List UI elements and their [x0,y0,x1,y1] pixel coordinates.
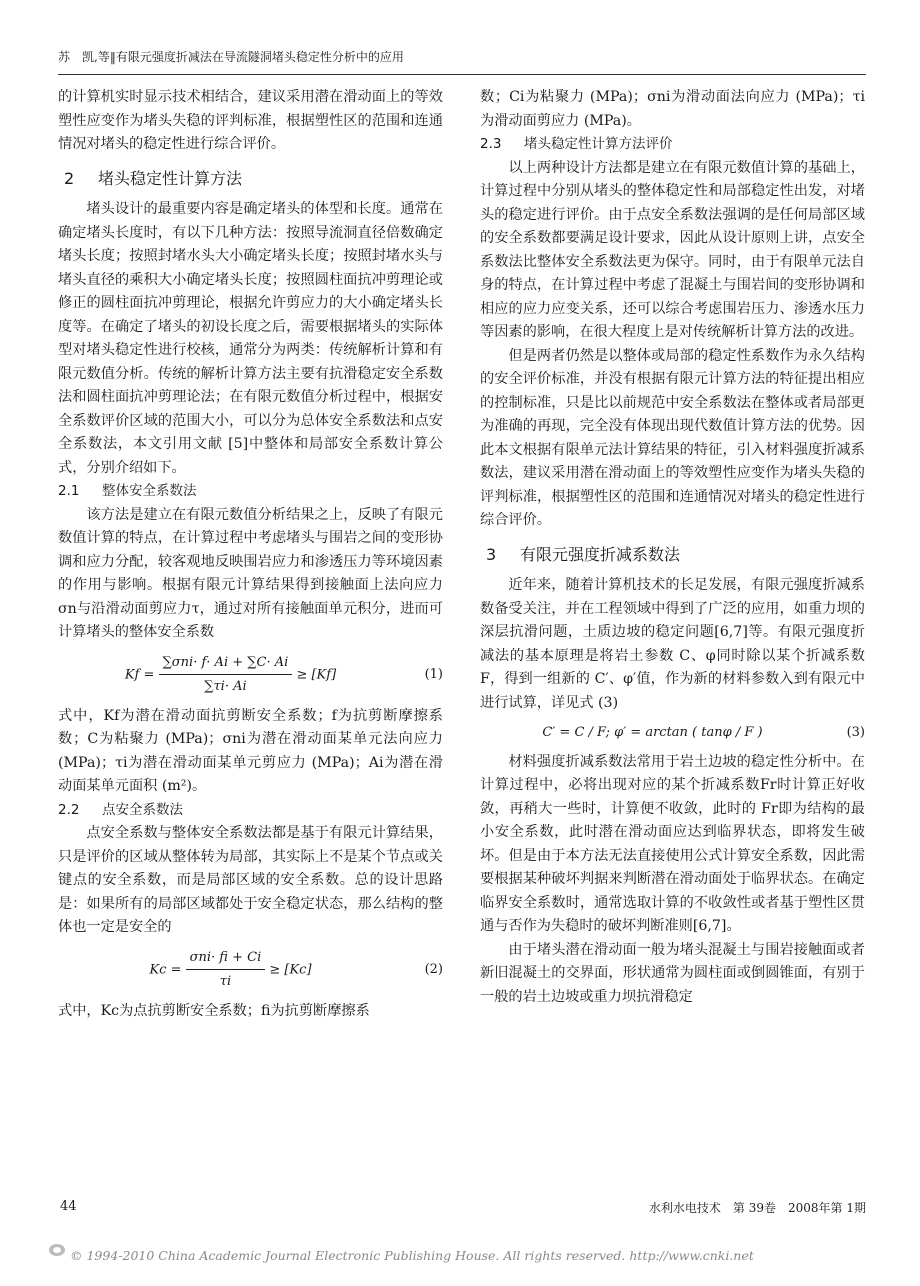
section-heading-3 [480,543,865,567]
paragraph: 式中，Kc为点抗剪断安全系数；fi为抗剪断摩擦系 [58,1002,370,1019]
subsection-title: 堵头稳定性计算方法评价 [524,136,673,152]
equation-fraction [159,651,293,699]
equation-body: C′ = C / F; φ′ = arctan ( tanφ / F ) [542,725,763,740]
copyright-notice: © 1994-2010 China Academic Journal Electronic Publishing House. All rights reserved. http://www.cnki.net [70,1248,754,1263]
subsection-number: 2.1 [58,483,80,499]
paragraph: 的计算机实时显示技术相结合，建议采用潜在滑动面上的等效塑性应变作为堵头失稳的评判标准，根据塑性区的范围和连通情况对堵头的稳定性进行综合评价。 [58,89,443,152]
paragraph: 数；Ci为粘聚力 (MPa)；σni为滑动面法向应力 (MPa)；τi为滑动面剪应力 (MPa)。 [480,89,865,129]
subsection-heading-2-3 [480,133,865,157]
equation-number: (2) [424,961,443,977]
journal-footer: 水利水电技术 第 39卷 2008年第 1期 [648,1201,866,1215]
paragraph: 该方法是建立在有限元数值分析结果之上，反映了有限元数值计算的特点，在计算过程中考虑堵头与围岩之间的变形协调和应力分配，较客观地反映围岩应力和渗透压力等环境因素的作用与影响。根据有限元计算结果得到接触面上法向应力σn与沿滑动面剪应力τ，通过对所有接触面单元积分，进而可计算堵头的整体安全系数 [58,506,443,640]
right-column [480,86,865,1009]
equation-denominator: ∑τi· Ai [204,679,247,694]
subsection-heading-2-2 [58,799,443,823]
paragraph: 式中，Kf为潜在滑动面抗剪断安全系数；f为抗剪断摩擦系数；C为粘聚力 (MPa)；σni为潜在滑动面某单元法向应力 (MPa)；τi为潜在滑动面某单元剪应力 (MPa)；Ai为潜在滑动面某单元面积 (m²)。 [58,707,443,794]
paragraph: 由于堵头潜在滑动面一般为堵头混凝土与围岩接触面或者新旧混凝土的交界面，形状通常为圆柱面或倒圆锥面，有别于一般的岩土边坡或重力坝抗滑稳定 [480,941,865,1005]
paragraph: 点安全系数与整体安全系数法都是基于有限元计算结果，只是评价的区域从整体转为局部，其实际上不是某个节点或关键点的安全系数，而是局部区域的安全系数。总的设计思路是：如果所有的局部区域都处于安全稳定状态，那么结构的整体也一定是安全的 [58,825,443,935]
section-heading-2 [58,167,443,191]
cnki-logo-icon [48,1242,66,1258]
equation-denominator: τi [219,974,232,989]
section-title: 有限元强度折减系数法 [520,544,681,564]
paragraph: 近年来，随着计算机技术的长足发展，有限元强度折减系数备受关注，并在工程领域中得到了广泛的应用，如重力坝的深层抗滑问题，土质边坡的稳定问题[6,7]等。有限元强度折减法的基本原理是将岩土参数 C、φ同时除以某个折减系数 F，得到一组新的 C′、φ′值，作为新的材料参数入到有限元中进行试算，详见式 (3) [480,577,865,711]
equation-3 [480,721,865,745]
section-number: 2 [64,168,75,188]
equation-rhs: ≥ [Kc] [269,962,312,977]
page-number: 44 [60,1199,77,1214]
equation-1 [58,651,443,699]
paragraph: 但是两者仍然是以整体或局部的稳定性系数作为永久结构的安全评价标准，并没有根据有限元计算方法的特征提出相应的控制标准，只是比以前规范中安全系数法在整体或者局部更为准确的再现，完全没有体现出现代数值计算方法的优势。因此本文根据有限单元法计算结果的特征，引入材料强度折减系数法，建议采用潜在滑动面上的等效塑性应变作为堵头失稳的评判标准，根据塑性区的范围和连通情况对堵头的稳定性进行综合评价。 [480,347,865,528]
section-title: 堵头稳定性计算方法 [98,168,243,188]
section-number: 3 [486,544,497,564]
equation-number: (1) [424,666,443,682]
subsection-number: 2.3 [480,136,502,152]
running-header: 苏 凯,等‖有限元强度折减法在导流隧洞堵头稳定性分析中的应用 [58,50,404,64]
left-column [58,86,443,1023]
subsection-heading-2-1 [58,480,443,504]
subsection-title: 整体安全系数法 [102,483,197,499]
equation-fraction [186,946,266,994]
equation-rhs: ≥ [Kf] [296,667,337,682]
equation-numerator: ∑σni· f· Ai + ∑C· Ai [159,651,293,676]
equation-numerator: σni· fi + Ci [186,946,266,971]
header-rule [58,74,866,75]
paragraph: 材料强度折减系数法常用于岩土边坡的稳定性分析中。在计算过程中，必将出现对应的某个折减系数Fr时计算正好收敛，再稍大一些时，计算便不收敛，此时的 Fr即为结构的最小安全系数，此时潜在滑动面应达到临界状态，即将发生破坏。但是由于本方法无法直接使用公式计算安全系数，因此需要根据某种破坏判据来判断潜在滑动面处于临界状态。在确定临界安全系数时，通常选取计算的不收敛性或者基于塑性区贯通与否作为失稳时的破坏判断准则[6,7]。 [480,753,865,934]
equation-lhs: Kc = [149,962,182,977]
equation-lhs: Kf = [124,667,155,682]
subsection-title: 点安全系数法 [102,801,183,818]
equation-number: (3) [846,725,865,740]
paragraph: 堵头设计的最重要内容是确定堵头的体型和长度。通常在确定堵头长度时，有以下几种方法：按照导流洞直径倍数确定堵头长度；按照封堵水头大小确定堵头长度；按照封堵水头与堵头直径的乘积大小确定堵头长度；按照圆柱面抗冲剪理论或修正的圆柱面抗冲剪理论，根据允许剪应力的大小确定堵头长度等。在确定了堵头的初设长度之后，需要根据堵头的实际体型对堵头稳定性进行校核，通常分为两类：传统解析计算和有限元数值分析。传统的解析计算方法主要有抗滑稳定安全系数法和圆柱面抗冲剪理论法；在有限元数值分析过程中，根据安全系数评价区域的范围大小，可以分为总体安全系数法和点安全系数法，本文引用文献 [5]中整体和局部安全系数计算公式，分别介绍如下。 [58,201,443,476]
paragraph: 以上两种设计方法都是建立在有限元数值计算的基础上，计算过程中分别从堵头的整体稳定性和局部稳定性出发，对堵头的稳定进行评价。由于点安全系数法强调的是任何局部区域的安全系数都要满足设计要求，因此从设计原则上讲，点安全系数法比整体安全系数法更为保守。同时，由于有限单元法自身的特点，在计算过程中考虑了混凝土与围岩间的变形协调和相应的应力应变关系，还可以综合考虑围岩压力、渗透水压力等因素的影响，在很大程度上是对传统解析计算方法的改进。 [480,159,865,340]
equation-2 [58,946,443,994]
subsection-number: 2.2 [58,801,80,818]
